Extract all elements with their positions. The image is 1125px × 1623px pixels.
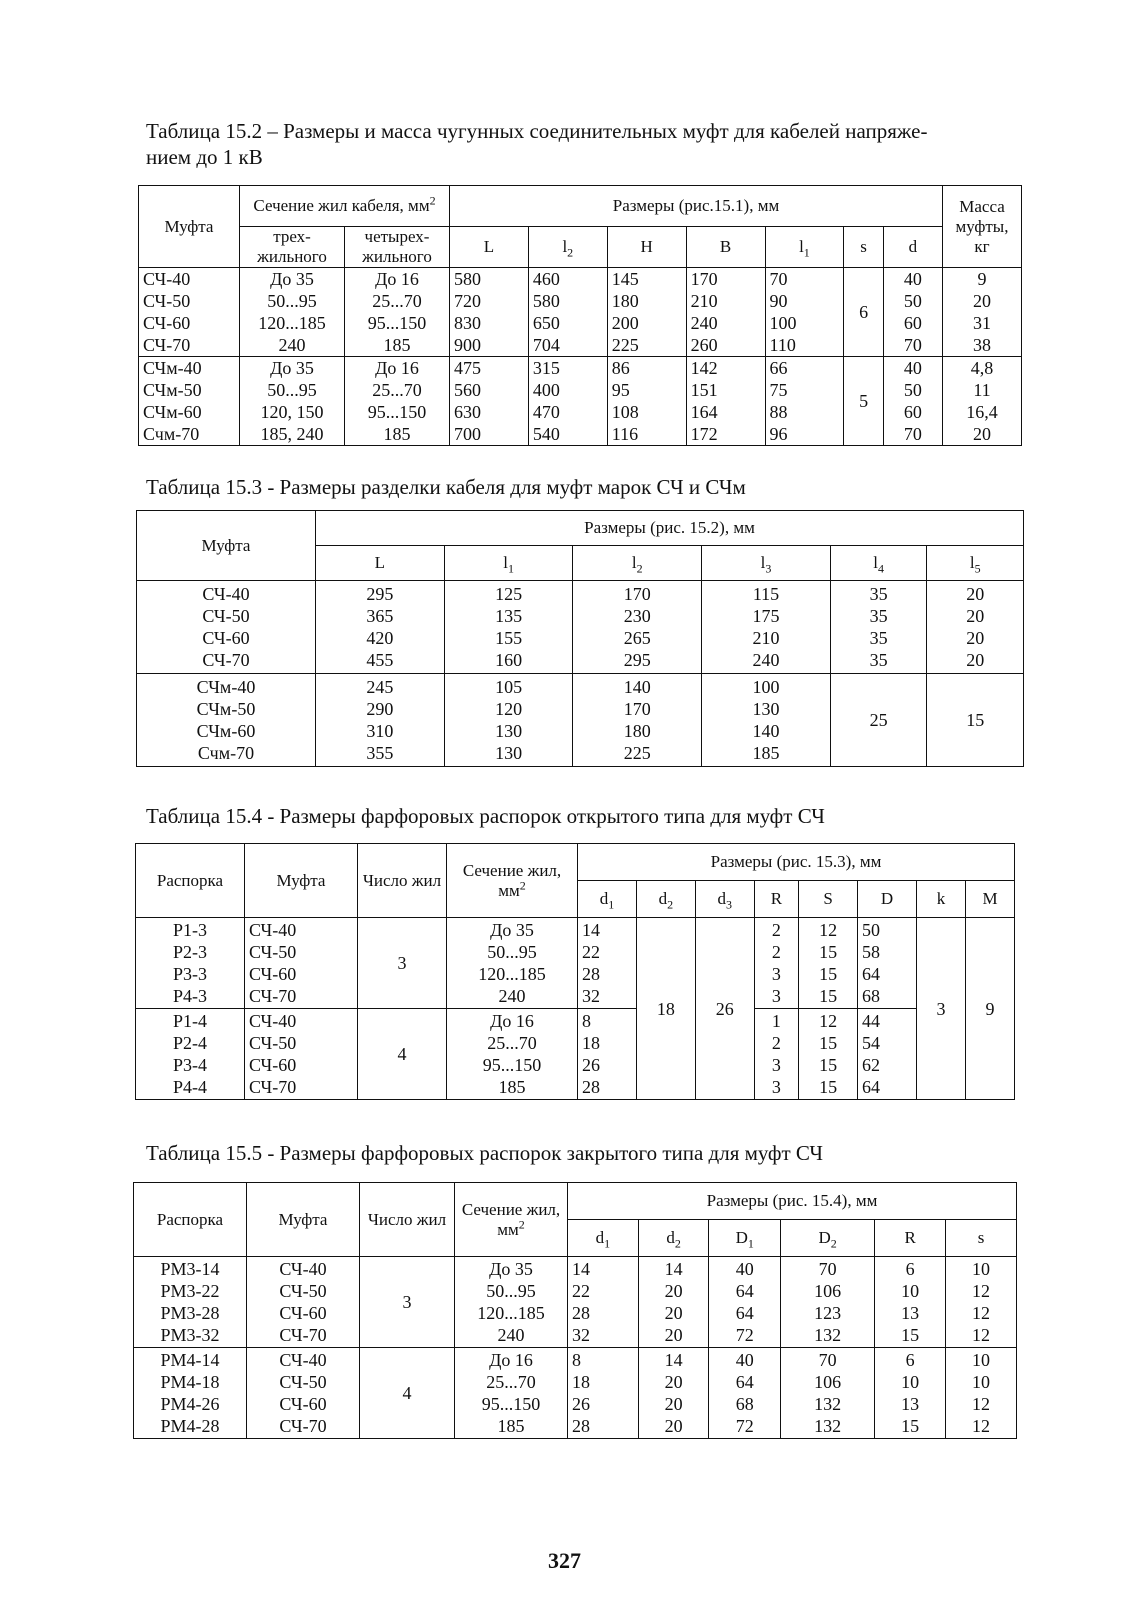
col-d2: $d_2$ [636, 881, 695, 918]
cell-three: До 35 50...95 120, 150 185, 240 [240, 357, 345, 446]
table-15-2 [138, 185, 1022, 446]
cell-count: 3 [360, 1257, 455, 1348]
cell-S: 12 15 15 15 [799, 1009, 858, 1100]
cell-k: 3 [917, 918, 966, 1100]
col-L: L [316, 546, 445, 581]
table-row [136, 918, 1015, 1009]
cell-R: 2 2 3 3 [754, 918, 798, 1009]
table-15-4 [135, 843, 1015, 1100]
cell-l4: 25 [830, 674, 927, 767]
cell-l5: 20 20 20 20 [927, 581, 1024, 674]
table-15-3 [136, 510, 1024, 767]
cell-rasporka: Р1-3 Р2-3 Р3-3 Р4-3 [136, 918, 245, 1009]
col-l2: $l_2$ [528, 227, 607, 268]
table-15-2-caption [146, 118, 1046, 170]
cell-mufta: СЧ-40 СЧ-50 СЧ-60 СЧ-70 [137, 581, 316, 674]
table-row [137, 581, 1024, 674]
col-d1: $d_1$ [578, 881, 637, 918]
cell-l2: 170 230 265 295 [573, 581, 702, 674]
col-l5: $l_5$ [927, 546, 1024, 581]
cell-l2: 315 400 470 540 [528, 357, 607, 446]
cell-mufta: СЧ-40 СЧ-50 СЧ-60 СЧ-70 [245, 1009, 358, 1100]
header-three-core: трех-жильного [240, 227, 345, 268]
cell-R: 6 10 13 15 [875, 1348, 946, 1439]
cell-mufta: СЧм-40 СЧм-50 СЧм-60 Счм-70 [137, 674, 316, 767]
cell-B: 142 151 164 172 [686, 357, 765, 446]
cell-R: 1 2 3 3 [754, 1009, 798, 1100]
cell-l5: 15 [927, 674, 1024, 767]
col-R: R [754, 881, 798, 918]
table-row [136, 1009, 1015, 1100]
cell-H: 86 95 108 116 [607, 357, 686, 446]
header-four-core: четырех-жильного [345, 227, 450, 268]
col-l1: $l_1$ [444, 546, 573, 581]
cell-four: До 16 25...70 95...150 185 [345, 268, 450, 357]
cell-count: 4 [360, 1348, 455, 1439]
col-l4: $l_4$ [830, 546, 927, 581]
header-sizes: Размеры (рис.15.1), мм [450, 186, 943, 227]
cell-mufta: СЧ-40 СЧ-50 СЧ-60 СЧ-70 [247, 1348, 360, 1439]
col-d2: $d_2$ [638, 1220, 709, 1257]
col-S: S [799, 881, 858, 918]
col-l2: $l_2$ [573, 546, 702, 581]
cell-L: 295 365 420 455 [316, 581, 445, 674]
cell-four: До 16 25...70 95...150 185 [345, 357, 450, 446]
col-D1: $D_1$ [709, 1220, 780, 1257]
cell-l1: 105 120 130 130 [444, 674, 573, 767]
cell-d: 40 50 60 70 [883, 268, 942, 357]
cell-l3: 100 130 140 185 [702, 674, 831, 767]
cell-l2: 460 580 650 704 [528, 268, 607, 357]
table-15-5-caption: Таблица 15.5 - Размеры фарфоровых распорок закрытого типа для муфт СЧ [146, 1141, 824, 1165]
cell-D1: 40 64 68 72 [709, 1348, 780, 1439]
caption-line-1: Таблица 15.2 – Размеры и масса чугунных соединительных муфт для кабелей напряже- [146, 119, 928, 143]
cell-D: 44 54 62 64 [858, 1009, 917, 1100]
header-sizes: Размеры (рис. 15.2), мм [316, 511, 1024, 546]
cell-mufta: СЧ-40 СЧ-50 СЧ-60 СЧ-70 [245, 918, 358, 1009]
cell-L: 245 290 310 355 [316, 674, 445, 767]
col-R: R [875, 1220, 946, 1257]
cell-R: 6 10 13 15 [875, 1257, 946, 1348]
table-15-4-caption: Таблица 15.4 - Размеры фарфоровых распорок открытого типа для муфт СЧ [146, 804, 825, 828]
header-mufta: Муфта [139, 186, 240, 268]
cell-count: 4 [358, 1009, 447, 1100]
table-row [139, 357, 1022, 446]
col-d3: $d_3$ [695, 881, 754, 918]
col-l1: $l_1$ [765, 227, 844, 268]
cell-three: До 35 50...95 120...185 240 [240, 268, 345, 357]
cell-d1: 8 18 26 28 [568, 1348, 639, 1439]
col-k: k [917, 881, 966, 918]
cell-D1: 40 64 64 72 [709, 1257, 780, 1348]
cell-l1: 66 75 88 96 [765, 357, 844, 446]
cell-l2: 140 170 180 225 [573, 674, 702, 767]
cell-M: 9 [966, 918, 1015, 1100]
cell-d2: 14 20 20 20 [638, 1348, 709, 1439]
header-sizes: Размеры (рис. 15.4), мм [568, 1183, 1017, 1220]
cell-section: До 16 25...70 95...150 185 [447, 1009, 578, 1100]
col-H: H [607, 227, 686, 268]
cell-l4: 35 35 35 35 [830, 581, 927, 674]
cell-section: До 35 50...95 120...185 240 [455, 1257, 568, 1348]
caption-line-2: нием до 1 кВ [146, 145, 263, 169]
cell-B: 170 210 240 260 [686, 268, 765, 357]
cell-l1: 125 135 155 160 [444, 581, 573, 674]
cell-l3: 115 175 210 240 [702, 581, 831, 674]
header-rasporka: Распорка [134, 1183, 247, 1257]
cell-mass: 4,8 11 16,4 20 [943, 357, 1022, 446]
col-L: L [450, 227, 529, 268]
table-15-3-caption: Таблица 15.3 - Размеры разделки кабеля для муфт марок СЧ и СЧм [146, 475, 746, 499]
page-number: 327 [548, 1548, 581, 1573]
cell-s: 6 [844, 268, 883, 357]
cell-rasporka: РМ4-14 РМ4-18 РМ4-26 РМ4-28 [134, 1348, 247, 1439]
header-mufta: Муфта [137, 511, 316, 581]
cell-D: 50 58 64 68 [858, 918, 917, 1009]
cell-L: 580 720 830 900 [450, 268, 529, 357]
cell-mass: 9 20 31 38 [943, 268, 1022, 357]
header-sizes: Размеры (рис. 15.3), мм [578, 844, 1015, 881]
header-section: Сечение жил кабеля, $мм^2$ [240, 186, 450, 227]
cell-s: 10 10 12 12 [946, 1348, 1017, 1439]
cell-d1: 14 22 28 32 [568, 1257, 639, 1348]
col-d1: $d_1$ [568, 1220, 639, 1257]
table-row [134, 1257, 1017, 1348]
cell-rasporka: РМ3-14 РМ3-22 РМ3-28 РМ3-32 [134, 1257, 247, 1348]
cell-D2: 70 106 132 132 [780, 1348, 874, 1439]
header-section: Сечение жил, $мм^2$ [447, 844, 578, 918]
cell-S: 12 15 15 15 [799, 918, 858, 1009]
col-D2: $D_2$ [780, 1220, 874, 1257]
header-mufta: Муфта [247, 1183, 360, 1257]
col-B: B [686, 227, 765, 268]
col-l3: $l_3$ [702, 546, 831, 581]
cell-d1: 14 22 28 32 [578, 918, 637, 1009]
col-D: D [858, 881, 917, 918]
col-d: d [883, 227, 942, 268]
cell-s: 5 [844, 357, 883, 446]
cell-D2: 70 106 123 132 [780, 1257, 874, 1348]
header-count: Число жил [360, 1183, 455, 1257]
cell-mufta: СЧ-40 СЧ-50 СЧ-60 СЧ-70 [139, 268, 240, 357]
cell-mufta: СЧ-40 СЧ-50 СЧ-60 СЧ-70 [247, 1257, 360, 1348]
cell-l1: 70 90 100 110 [765, 268, 844, 357]
col-s: s [844, 227, 883, 268]
cell-rasporka: Р1-4 Р2-4 Р3-4 Р4-4 [136, 1009, 245, 1100]
cell-section: До 16 25...70 95...150 185 [455, 1348, 568, 1439]
cell-d2: 14 20 20 20 [638, 1257, 709, 1348]
cell-count: 3 [358, 918, 447, 1009]
header-mass: Масса муфты, кг [943, 186, 1022, 268]
cell-d: 40 50 60 70 [883, 357, 942, 446]
table-row [134, 1348, 1017, 1439]
table-row [137, 674, 1024, 767]
header-rasporka: Распорка [136, 844, 245, 918]
table-row [139, 268, 1022, 357]
cell-H: 145 180 200 225 [607, 268, 686, 357]
cell-L: 475 560 630 700 [450, 357, 529, 446]
cell-d1: 8 18 26 28 [578, 1009, 637, 1100]
header-section: Сечение жил, $мм^2$ [455, 1183, 568, 1257]
cell-mufta: СЧм-40 СЧм-50 СЧм-60 Счм-70 [139, 357, 240, 446]
cell-section: До 35 50...95 120...185 240 [447, 918, 578, 1009]
header-count: Число жил [358, 844, 447, 918]
cell-d2: 18 [636, 918, 695, 1100]
col-M: M [966, 881, 1015, 918]
col-s: s [946, 1220, 1017, 1257]
header-mufta: Муфта [245, 844, 358, 918]
cell-d3: 26 [695, 918, 754, 1100]
table-15-5 [133, 1182, 1017, 1439]
cell-s: 10 12 12 12 [946, 1257, 1017, 1348]
